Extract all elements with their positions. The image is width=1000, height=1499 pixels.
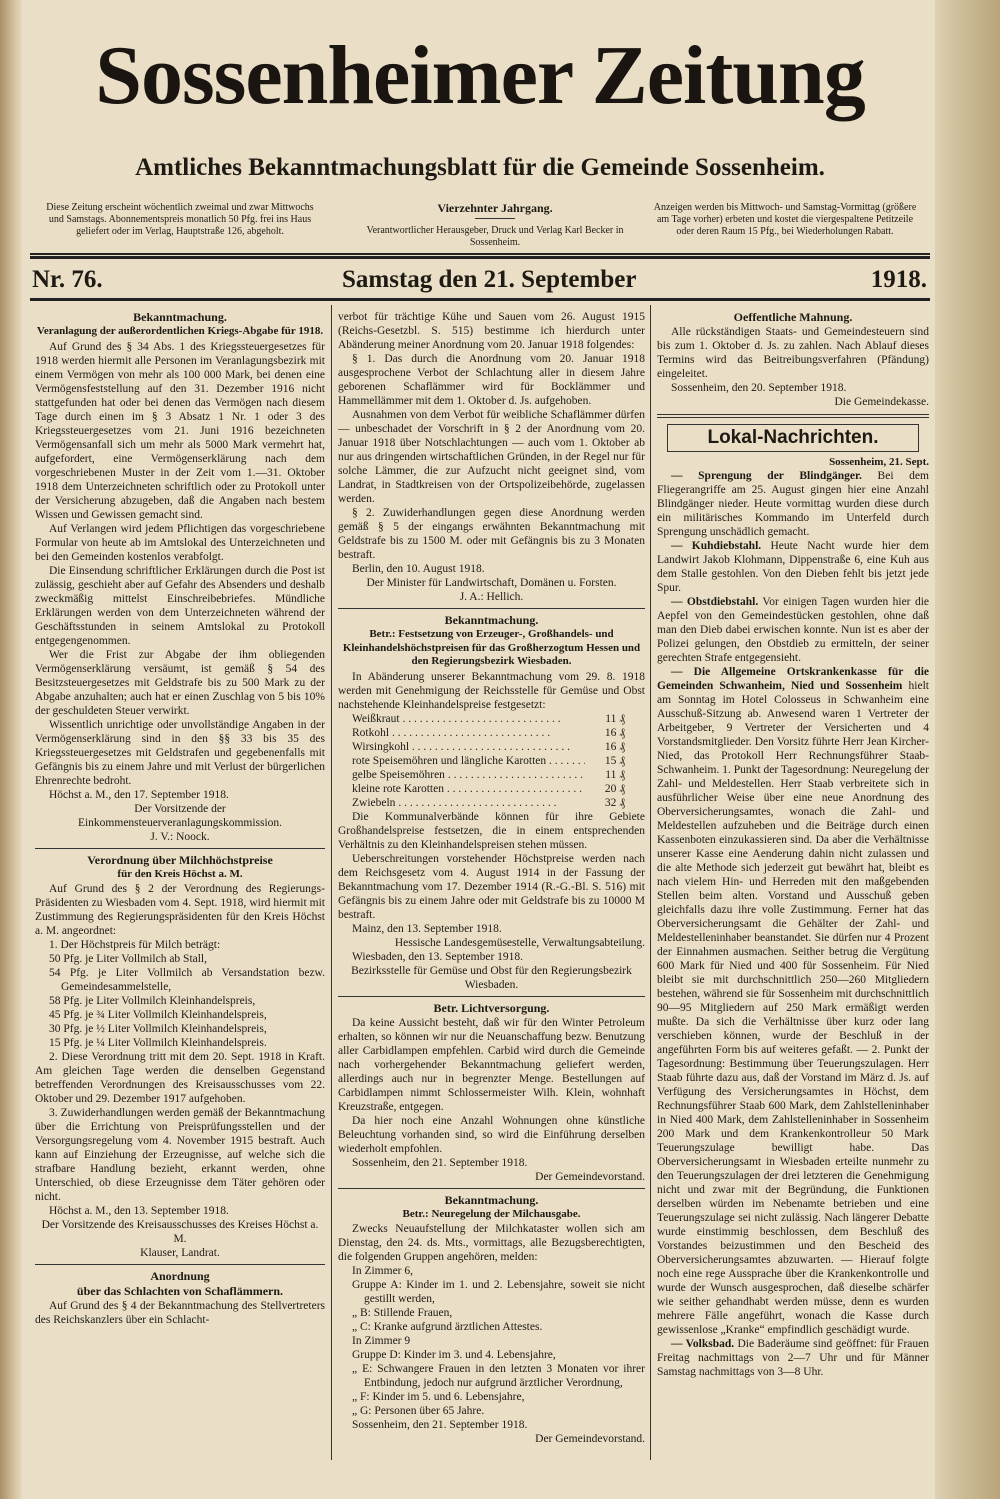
list-item: 30 Pfg. je ½ Liter Vollmilch Kleinhandelspreis, <box>49 1023 267 1035</box>
list-item: Gruppe A: Kinder im 1. und 2. Lebensjahre, soweit sie nicht gestillt werden, <box>352 1279 645 1305</box>
paragraph: Höchst a. M., den 17. September 1918. <box>49 788 229 801</box>
article-heading: Betr. Lichtversorgung. <box>433 1000 550 1015</box>
paragraph: Wissentlich unrichtige oder unvollständige Angaben in der Vermögenserklärung sind in den §§ 33 bis 35 des Kriegssteuergesetzes mit Geldstrafen und gegebenenfalls mit Gefängnis bis zu einem Jahre und mit Verlust der bürgerlichen Ehrenrechte bedroht. <box>35 718 325 787</box>
article-heading: Bekanntmachung. <box>133 310 227 324</box>
article-heading: Anordnung <box>150 1269 210 1283</box>
news-text: Bei dem Fliegerangriffe am 25. August gingen hier eine Anzahl Blindgänger nieder. Heute vormittag wurden diese durch ein militärisches Kommando im Unterfeld durch Sprengung unschädlich gemacht. <box>657 470 929 538</box>
paragraph: Höchst a. M., den 13. September 1918. <box>49 1205 229 1217</box>
page-edge <box>935 0 1000 1499</box>
paragraph: 3. Zuwiderhandlungen werden gemäß der Bekanntmachung über die Errichtung von Preisprüfungsstellen und der Versorgungsregelung vom 4. November 1915 bestraft. Auch kann auf Einziehung der Erzeugnisse, auf welche sich die strafbare Handlung bezieht, erkannt werden, ohne Unterschied, ob diese Erzeugnisse dem Täter gehören oder nicht. <box>35 1107 325 1203</box>
price-row <box>338 712 645 726</box>
paragraph: Da hier noch eine Anzahl Wohnungen ohne künstliche Beleuchtung vorhanden sind, so wird die Einführung derselben wiederholt empfohlen. <box>338 1114 645 1155</box>
masthead-rule <box>30 253 930 259</box>
article-heading: Bekanntmachung. <box>444 613 539 627</box>
list-item: „ G: Personen über 65 Jahre. <box>352 1405 485 1417</box>
signature: Klauser, Landrat. <box>140 1247 220 1259</box>
paragraph: Wiesbaden, den 13. September 1918. <box>352 950 524 963</box>
signature: Der Minister für Landwirtschaft, Domänen u. Forsten. <box>366 577 617 589</box>
newspaper-subtitle: Amtliches Bekanntmachungsblatt für die Gemeinde Sossenheim. <box>135 154 825 181</box>
paragraph: Zwecks Neuaufstellung der Milchkataster wollen sich am Dienstag, den 24. ds. Mts., vormittags, alle Bezugsberechtigten, die folgenden Gruppen angehören, melden: <box>338 1223 645 1263</box>
list-item: 54 Pfg. je Liter Vollmilch ab Versandstation bezw. Gemeindesammelstelle, <box>49 967 325 993</box>
paragraph: Da keine Aussicht besteht, daß wir für den Winter Petroleum erhalten, so können wir nur die Neuanschaffung bezw. Benutzung aller Carbidlampen empfehlen. Carbid wird durch die Gemeinde nach vorhergehender Bekanntmachung geliefert werden, allerdings auch nur in begrenzter Menge. Bestellungen auf Carbidlampen nimmt Schlossermeister Wilh. Klein, wohnhaft Kreuzstraße, entgegen. <box>338 1016 645 1113</box>
dateline: Sossenheim, 21. Sept. <box>829 456 929 468</box>
paragraph: Die Kommunalverbände können für ihre Gebiete Großhandelspreise festsetzen, die in einem entsprechenden Verhältnis zu den Kleinhandelspreisen stehen müssen. <box>338 810 645 851</box>
advertising-info: Anzeigen werden bis Mittwoch- und Samstag-Vormittag (größere am Tage vorher) erbeten und kostet die viergespaltene Petitzeile oder deren Raum 15 Pfg., bei Wiederholungen Rabatt. <box>653 202 917 237</box>
signature: Hessische Landesgemüsestelle, Verwaltungsabteilung. <box>394 936 645 949</box>
price-row <box>338 782 645 796</box>
price-row <box>338 740 645 754</box>
issue-line <box>32 264 927 296</box>
list-item: „ B: Stillende Frauen, <box>352 1307 453 1319</box>
signature: Der Vorsitzende der Einkommensteuerveranlagungskommission. <box>77 802 283 829</box>
price-item: Wirsingkohl . . . <box>352 740 585 754</box>
signature: Bezirksstelle für Gemüse und Obst für den Regierungsbezirk Wiesbaden. <box>351 964 632 991</box>
paragraph: 2. Diese Verordnung tritt mit dem 20. Sept. 1918 in Kraft. Am gleichen Tage werden die denselben Gegenstand betreffenden Verordnungen des Kreisausschusses vom 22. Oktober und 29. Dezember 1917 aufgehoben. <box>35 1051 325 1105</box>
price-value: 16 ₰ <box>604 726 625 739</box>
news-headline: — Die Allgemeine Ortskrankenkasse für die Gemeinden Schwanheim, Nied und Sossenheim <box>657 666 929 692</box>
news-item <box>657 665 929 1337</box>
list-item: 15 Pfg. je ¼ Liter Vollmilch Kleinhandelspreis. <box>49 1037 267 1049</box>
section-rule <box>338 608 645 609</box>
column-2 <box>338 310 645 1446</box>
price-value: 11 ₰ <box>605 712 625 725</box>
news-item <box>657 469 929 539</box>
paragraph: Die Einsendung schriftlicher Erklärungen durch die Post ist zulässig, geschieht aber auf Gefahr des Absenders und deshalb zweckmäßig mittelst Einschreibebriefes. Mündliche Erklärungen werden von dem Unterzeichneten während der Geschäftsstunden in seinem Amtslokal zu Protokoll entgegengenommen. <box>35 564 325 647</box>
section-rule <box>338 996 645 997</box>
section-rule <box>35 848 325 849</box>
news-item <box>657 1337 929 1379</box>
list-item: 45 Pfg. je ¾ Liter Vollmilch Kleinhandelspreis, <box>49 1009 267 1021</box>
paragraph: In Abänderung unserer Bekanntmachung vom 29. 8. 1918 werden mit Genehmigung der Reichsstelle für Gemüse und Obst nachstehende Kleinhandelspreise festgesetzt: <box>338 670 645 711</box>
paragraph: Ausnahmen von dem Verbot für weibliche Schaflämmer dürfen — unbeschadet der Vorschrift in § 2 der Anordnung vom 20. Januar 1918 über Notschlachtungen — auch vom 1. Oktober ab nur aus dringenden wirtschaftlichen Gründen, in der Regel nur für solche Lämmer, die zur Aufzucht nicht geeignet sind, vom Landrat, in Stadtkreisen von der Ortspolizeibehörde, zugelassen werden. <box>338 409 645 505</box>
article-subheading: Betr.: Festsetzung von Erzeuger-, Großhandels- und Kleinhandelshöchstpreisen für das Großherzogtum Hessen und den Regierungsbezirk Wiesbaden. <box>342 628 641 667</box>
paragraph: Sossenheim, den 21. September 1918. <box>352 1419 528 1431</box>
signature: Der Vorsitzende des Kreisausschusses des Kreises Höchst a. M. <box>41 1219 319 1245</box>
paragraph: Alle rückständigen Staats- und Gemeindesteuern sind bis zum 1. Oktober d. Js. zu zahlen. Nach Ablauf dieses Termins wird das Beitreibungsverfahren (Pfändung) eingeleitet. <box>657 326 929 380</box>
newspaper-title: Sossenheimer Zeitung <box>95 29 865 122</box>
column-divider <box>650 305 651 1460</box>
news-text: hielt am Sonntag im Hotel Colosseus in Schwanheim eine Ausschuß-Sitzung ab. Anwesend waren 1 Vertreter der Arbeitgeber, 9 Vertreter der Versicherten und 4 Vorstandsmitglieder. Den Vorsitz führte Herr Jean Kircher-Nied, das Protokoll Herr Rechnungsführer Staab-Schwanheim. 1. Punkt der Tagesordnung: Neuregelung der Zahl- und Meldestellen. Herr Staab verbreitete sich in ausführlicher Weise über eine neue Anordnung des Oberversicherungsamtes, wonach die Zahl- und Meldestellen aufzuheben und die Beiträge durch einen Kassenboten einzukassieren sind. Da aber die Verhältnisse unserer Kasse eine Aenderung dahin nicht zulassen und die alte Methode sich jederzeit gut bewährt hat, bleibt es nach vielem Hin- und Herreden mit den maßgebenden Stellen beim alten. Vorstand und Ausschuß geben gleichfalls dazu ihre volle Zustimmung. Ferner hat das Oberversicherungsamt die Gehälter der Zahl- und Meldestelleninhaber beanstandet. Sie dürfen nur 4 Prozent der Einnahmen ausmachen. Seither betrug die Vergütung 600 Mark für Nied und 400 für Sossenheim. Für Nied bleibt sie mit durchschnittlich 250—260 Mitgliedern bestehen, während sie für Sossenheim mit durchschnittlich 90—95 Mitgliedern auf 250 Mark ermäßigt werden mußte. Da sich die Verhältnisse über kurz oder lang verschieben können, wurde der Beschluß in der angeführten Form bis auf weiteres gefaßt. — 2. Punkt der Tagesordnung: Bestimmung über Teuerungszulagen. Herr Staab führte dazu aus, daß der Vorstand im März d. Js. auf Verfügung des Versicherungsamtes in Höchst, dem Rechnungsführer Staab 600 Mark, dem Zahlstelleninhaber in Nied 400 Mark, dem Zahlstelleninhaber in Sossenheim 200 Mark und dem Krankenkontrolleur 50 Mark Teuerungszulage bewilligt habe. Das Oberversicherungsamt in Wiesbaden erteilte nunmehr zu den Teuerungszulagen der drei letzteren die Genehmigung nicht und zwar mit der Begründung, die Funktionen derselben würden im Nebenamte betrieben und eine Teuerungszulage sei nicht zulässig. Nach längerer Debatte wurde einstimmig beschlossen, dem Beschluß des Vorstandes beizustimmen und den Bescheid des Oberversicherungsamtes abzuwarten. — Hierauf folgte noch eine rege Aussprache über die Krankenkontrolle und wurde der Wunsch ausgesprochen, daß dieselbe schärfer wie seither gehandhabt werden müsse, denn es wurden mehrere Fälle angeführt, wonach die Kasse durch gewissenlose „Kranke“ empfindlich geschädigt wurde. <box>657 680 929 1336</box>
section-rule <box>35 1264 325 1265</box>
section-rule <box>657 414 929 418</box>
paragraph: § 1. Das durch die Anordnung vom 20. Januar 1918 ausgesprochene Verbot der Schlachtung aller in diesem Jahre geborenen Schaflämmer wird für Bocklämmer und Hammellämmer mit dem 1. Oktober d. Js. aufgehoben. <box>338 353 645 407</box>
news-headline: — Kuhdiebstahl. <box>671 540 762 552</box>
price-item: gelbe Speisemöhren . . . <box>352 768 585 782</box>
list-item: „ E: Schwangere Frauen in den letzten 3 Monaten vor ihrer Entbindung, jedoch nur aufgrund ärztlicher Verordnung, <box>352 1363 645 1389</box>
price-item: Zwiebeln . . . <box>352 796 585 810</box>
price-value: 11 ₰ <box>605 768 625 781</box>
paragraph: 1. Der Höchstpreis für Milch beträgt: <box>49 939 221 951</box>
column-divider <box>331 305 332 1460</box>
paragraph: Auf Grund des § 2 der Verordnung des Regierungs-Präsidenten zu Wiesbaden vom 4. Sept. 1918, wird hiermit mit Zustimmung des Regierungspräsidenten für den Kreis Höchst a. M. angeordnet: <box>35 883 325 937</box>
section-heading: Lokal-Nachrichten. <box>667 424 919 452</box>
section-rule <box>338 1188 645 1189</box>
price-item: Weißkraut . . . <box>352 712 585 726</box>
paragraph: verbot für trächtige Kühe und Sauen vom 26. August 1915 (Reichs-Gesetzbl. S. 515) bestimme ich hierdurch unter Abänderung meiner Anordnung vom 20. Januar 1918 folgendes: <box>338 311 645 351</box>
article-heading: Verordnung über Milchhöchstpreise <box>87 852 273 867</box>
news-text: Vor einigen Tagen wurden hier die Aepfel von den Gemeindestücken gestohlen, ohne daß man den Dieb dabei erwischen konnte. Nun ist es aber der Polizei gelungen, den Obstdieb zu ermitteln, der seiner gerechten Strafe entgegensieht. <box>657 596 929 664</box>
price-row <box>338 796 645 810</box>
price-row <box>338 768 645 782</box>
news-headline: — Volksbad. <box>671 1338 735 1350</box>
paragraph: Sossenheim, den 20. September 1918. <box>671 382 847 394</box>
column-3 <box>657 310 929 1379</box>
paragraph: Auf Grund des § 4 der Bekanntmachung des Stellvertreters des Reichskanzlers über ein Schlacht- <box>35 1300 325 1326</box>
issue-number: Nr. 76. <box>32 266 103 293</box>
price-item: Rotkohl . . . <box>352 726 585 740</box>
signature: Der Gemeindevorstand. <box>535 1170 645 1183</box>
volume-label: Vierzehnter Jahrgang. <box>437 201 553 215</box>
price-value: 15 ₰ <box>604 754 625 767</box>
price-item: rote Speisemöhren und längliche Karotten . . . <box>352 754 585 768</box>
paragraph: Sossenheim, den 21. September 1918. <box>352 1156 528 1169</box>
article-subheading: Veranlagung der außerordentlichen Kriegs-Abgabe für 1918. <box>36 325 324 337</box>
signature: J. A.: Hellich. <box>459 591 524 603</box>
paragraph: Auf Grund des § 34 Abs. 1 des Kriegssteuergesetzes für 1918 werden hiermit alle Personen im Veranlagungsbezirk mit einem Vermögen von mehr als 100 000 Mark, bei denen eine Vermögensfeststellung auf den 31. Dezember 1916 nicht stattgefunden hat oder bei denen das Vermögen nach diesem Tage durch einen im § 3 Absatz 1 Nr. 1 oder 3 des Kriegssteuergesetzes vom 21. Juni 1916 bezeichneten Vermögensanfall sich um mehr als 5000 Mark vermehrt hat, aufgefordert, eine Vermögenserklärung nach dem vorgeschriebenen Muster in der Zeit vom 1.—31. Oktober 1918 dem Unterzeichneten schriftlich oder zu Protokoll unter der Versicherung abzugeben, daß die Angaben nach bestem Wissen und Gewissen gemacht sind. <box>35 340 325 521</box>
news-headline: — Sprengung der Blindgänger. <box>671 470 862 482</box>
signature: Die Gemeindekasse. <box>834 396 929 408</box>
article-heading: Bekanntmachung. <box>444 1192 539 1207</box>
article-heading: über das Schlachten von Schaflämmern. <box>76 1284 284 1298</box>
price-value: 16 ₰ <box>604 740 625 753</box>
paragraph: Mainz, den 13. September 1918. <box>352 922 502 935</box>
list-item: „ F: Kinder im 5. und 6. Lebensjahre, <box>352 1391 525 1403</box>
paragraph: Berlin, den 10. August 1918. <box>352 563 485 575</box>
paragraph: Wer die Frist zur Abgabe der ihm obliegenden Vermögenserklärung versäumt, ist gemäß § 54 des Besitzsteuergesetzes mit Geldstrafe bis zu 500 Mark zu der Abgabe anzuhalten; auch hat er einen Zuschlag von 5 bis 10% der geschuldeten Steuer verwirkt. <box>35 648 325 717</box>
signature: J. V.: Noock. <box>150 830 210 843</box>
publisher-text: Verantwortlicher Herausgeber, Druck und Verlag Karl Becker in Sossenheim. <box>366 225 624 248</box>
list-item: „ C: Kranke aufgrund ärztlichen Attestes. <box>352 1321 543 1333</box>
article-heading: Oeffentliche Mahnung. <box>733 310 853 324</box>
news-item <box>657 539 929 595</box>
signature: Der Gemeindevorstand. <box>535 1433 645 1445</box>
price-value: 20 ₰ <box>604 782 625 795</box>
price-value: 32 ₰ <box>604 796 625 809</box>
divider <box>475 218 515 219</box>
list-item: Gruppe D: Kinder im 3. und 4. Lebensjahre, <box>352 1349 556 1361</box>
list-item: 58 Pfg. je Liter Vollmilch Kleinhandelspreis, <box>49 995 256 1007</box>
news-headline: — Obstdiebstahl. <box>671 596 759 608</box>
price-item: kleine rote Karotten . . . <box>352 782 585 796</box>
paragraph: In Zimmer 9 <box>352 1335 411 1347</box>
page-binding <box>0 0 22 1499</box>
paragraph: § 2. Zuwiderhandlungen gegen diese Anordnung werden gemäß § 5 der eingangs erwähnten Bekanntmachung mit Geldstrafe bis zu 1500 M. oder mit Gefängnis bis zu 3 Monaten bestraft. <box>338 507 645 561</box>
news-text: Heute Nacht wurde hier dem Landwirt Jakob Klohmann, Dippenstraße 6, eine Kuh aus dem Stalle gestohlen. Von den Dieben fehlt bis jetzt jede Spur. <box>657 540 929 594</box>
price-row <box>338 754 645 768</box>
issue-date: Samstag den 21. September <box>342 266 637 293</box>
paragraph: In Zimmer 6, <box>352 1265 413 1277</box>
column-1 <box>35 310 325 1327</box>
paragraph: Auf Verlangen wird jedem Pflichtigen das vorgeschriebene Formular von heute ab im Amtslokal des Unterzeichneten und bei den Gemeinden kostenlos verabfolgt. <box>35 522 325 563</box>
news-item <box>657 595 929 665</box>
list-item: 50 Pfg. je Liter Vollmilch ab Stall, <box>49 953 208 965</box>
article-subheading: Betr.: Neuregelung der Milchausgabe. <box>402 1207 581 1220</box>
publisher-info <box>355 202 635 249</box>
subscription-info: Diese Zeitung erscheint wöchentlich zweimal und zwar Mittwochs und Samstags. Abonnementspreis monatlich 50 Pfg. frei ins Haus geliefert oder im Verlag, Hauptstraße 126, abgeholt. <box>46 202 314 237</box>
issue-year: 1918. <box>870 266 927 293</box>
issue-rule <box>30 298 930 301</box>
news-text: Die Baderäume sind geöffnet: für Frauen Freitag nachmittags von 2—7 Uhr und für Männer Samstag nachmittags von 3—8 Uhr. <box>657 1338 929 1378</box>
article-subheading: für den Kreis Höchst a. M. <box>117 867 243 880</box>
paragraph: Ueberschreitungen vorstehender Höchstpreise werden nach dem Reichsgesetz vom 4. August 1914 in der Fassung der Bekanntmachung vom 17. Dezember 1914 (R.-G.-Bl. S. 516) mit Gefängnis bis zu einem Jahre oder mit Geldstrafe bis zu 10000 M bestraft. <box>338 852 645 921</box>
price-row <box>338 726 645 740</box>
